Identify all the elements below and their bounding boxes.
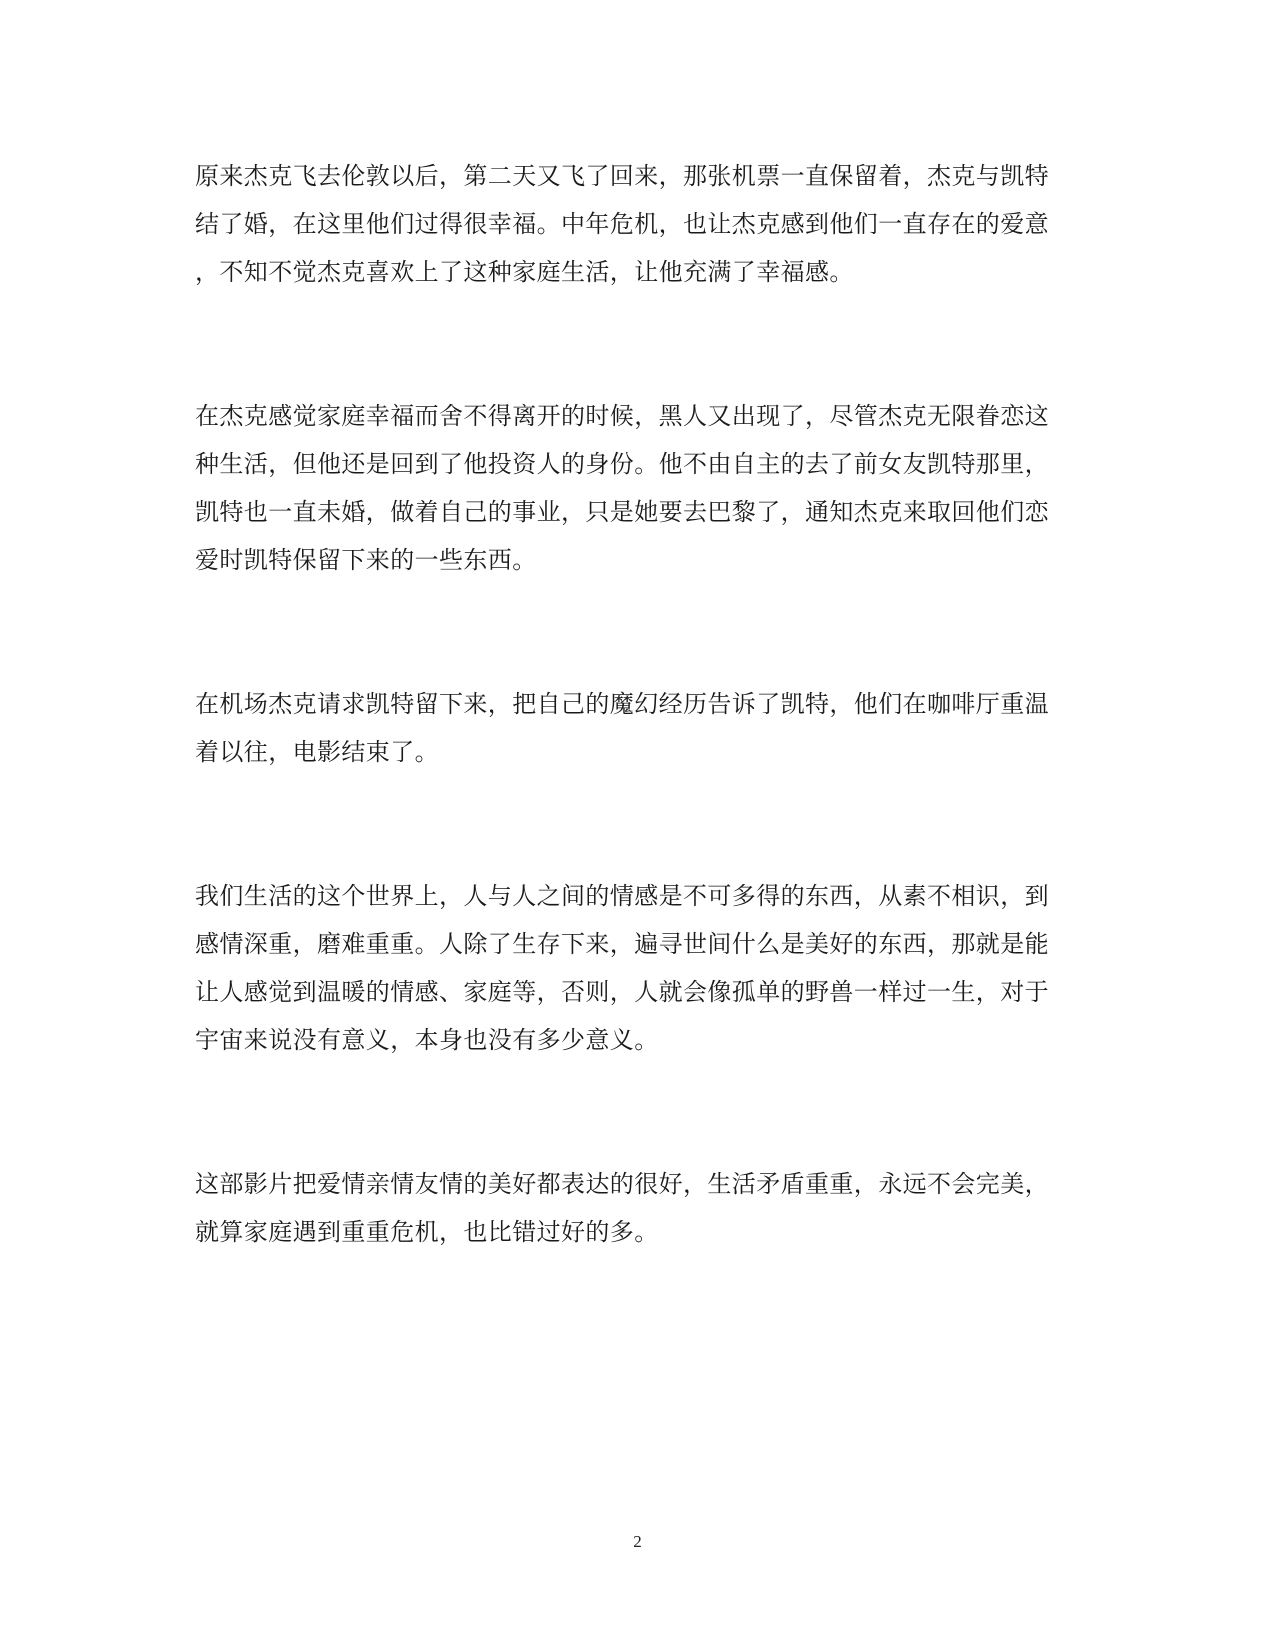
paragraph-line: 在杰克感觉家庭幸福而舍不得离开的时候，黑人又出现了，尽管杰克无限眷恋这 <box>195 402 1049 430</box>
paragraph-line: 感情深重，磨难重重。人除了生存下来，遍寻世间什么是美好的东西，那就是能 <box>195 930 1049 958</box>
paragraph-line: 爱时凯特保留下来的一些东西。 <box>195 546 537 574</box>
paragraph-line: 凯特也一直未婚，做着自己的事业，只是她要去巴黎了，通知杰克来取回他们恋 <box>195 498 1049 526</box>
paragraph-line: 结了婚，在这里他们过得很幸福。中年危机，也让杰克感到他们一直存在的爱意 <box>195 210 1049 238</box>
paragraph-line: 着以往，电影结束了。 <box>195 738 439 766</box>
paragraph-line: 种生活，但他还是回到了他投资人的身份。他不由自主的去了前女友凯特那里， <box>195 450 1049 478</box>
paragraph-line: 我们生活的这个世界上，人与人之间的情感是不可多得的东西，从素不相识，到 <box>195 882 1049 910</box>
paragraph-line: 让人感觉到温暖的情感、家庭等，否则，人就会像孤单的野兽一样过一生，对于 <box>195 978 1049 1006</box>
page-number: 2 <box>633 1532 642 1551</box>
paragraph-line: 宇宙来说没有意义，本身也没有多少意义。 <box>195 1026 659 1054</box>
paragraph-line: 就算家庭遇到重重危机，也比错过好的多。 <box>195 1218 659 1246</box>
paragraph-line: 原来杰克飞去伦敦以后，第二天又飞了回来，那张机票一直保留着，杰克与凯特 <box>195 162 1049 190</box>
paragraph-line: ，不知不觉杰克喜欢上了这种家庭生活，让他充满了幸福感。 <box>195 258 854 286</box>
paragraph-line: 这部影片把爱情亲情友情的美好都表达的很好，生活矛盾重重，永远不会完美， <box>195 1170 1049 1198</box>
paragraph-line: 在机场杰克请求凯特留下来，把自己的魔幻经历告诉了凯特，他们在咖啡厅重温 <box>195 690 1049 718</box>
